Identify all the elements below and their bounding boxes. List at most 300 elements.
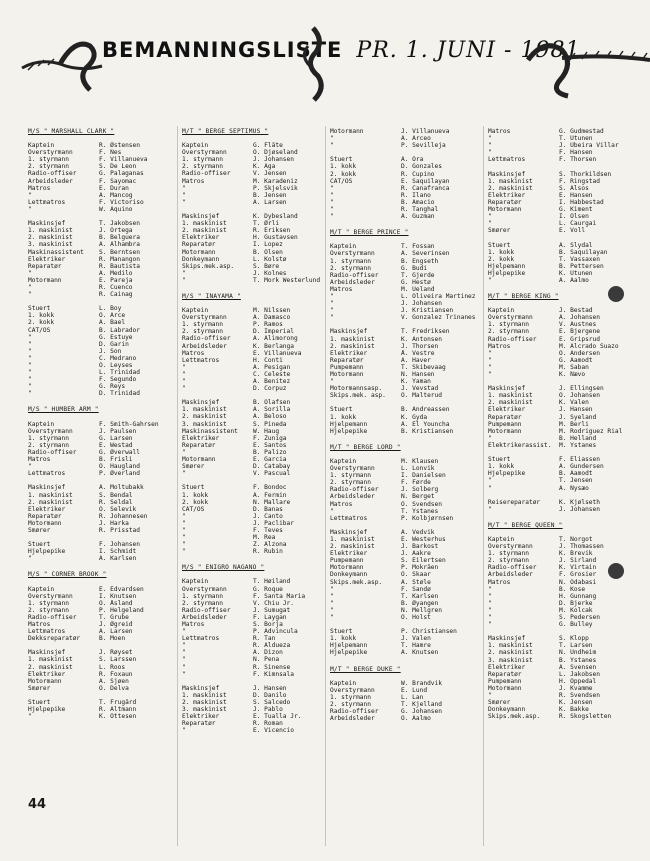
crew-name: G. Reys [99,383,126,391]
crew-row [28,548,178,555]
row-gap [182,678,332,685]
crew-role: " [488,606,492,614]
crew-name: F. Sandø [401,585,431,593]
crew-role: Motormann [488,206,522,214]
crew-role: Donkeymann [330,571,368,579]
crew-role: " [182,269,186,277]
crew-role: Matros [330,285,353,293]
ship-title: M/T " BERGE LORD " [330,443,401,451]
crew-name: R. Manangon [99,255,140,263]
crew-role: 1. maskinist [182,220,227,228]
crew-row [182,484,332,491]
crew-role: " [488,621,492,629]
ship-section [28,571,178,720]
crew-role: " [182,385,186,393]
crew-role: Radio-offiser [488,335,537,343]
crew-name: E. Westad [99,441,133,449]
crew-row [488,642,633,649]
crew-row [28,312,178,319]
crew-name: J. Thorsen [401,342,439,350]
crew-role: Kaptein [330,243,357,251]
crew-name: R. Østensen [99,142,140,150]
crew-name: S. Alsos [559,184,589,192]
crew-name: J. Villanueva [401,128,450,135]
crew-row [28,199,178,206]
crew-name: I. Knutsen [99,592,137,600]
crew-name: A. Nysæo [559,484,589,492]
crew-row [488,399,633,406]
crew-role: Reparatør [28,512,62,520]
crew-role: " [182,370,186,378]
crew-row [28,206,178,213]
crew-name: M. Alcrado Suazo [559,342,619,350]
crew-name: A. Moltubakk [99,484,144,492]
crew-role: " [28,383,32,391]
crew-row [488,635,633,642]
crew-row [182,364,332,371]
crew-role: Dekksreparatør [28,635,81,643]
crew-row [28,593,178,600]
crew-row [488,664,633,671]
crew-name: O. Delva [99,684,129,692]
crew-name: L. Kolstø [253,255,287,263]
crew-row [182,664,332,671]
crew-row [28,470,178,477]
crew-name: E. Tualla Jr. [253,713,302,721]
crew-role: Motormann [488,427,522,435]
crew-name: S. Bendal [99,491,133,499]
crew-row [330,385,480,392]
crew-role: Overstyrmann [488,314,533,322]
crew-role: 2. maskinist [488,184,533,192]
crew-row [488,142,633,149]
crew-row [182,428,332,435]
crew-role: 2. styrmann [182,328,223,336]
crew-row [28,355,178,362]
crew-name: A. El Youncha [401,420,450,428]
crew-name: A. Alimorong [253,335,298,343]
crew-name: B. Kose [559,585,586,593]
crew-name: B. Belguera [99,234,140,242]
crew-role: 2. maskinist [488,649,533,657]
crew-row [488,256,633,263]
row-gap [330,149,480,156]
crew-row [330,550,480,557]
rope-knot-right-icon [524,30,650,100]
crew-row [330,708,480,715]
crew-row [28,621,178,628]
crew-row [182,656,332,663]
crew-name: T. Jensen [559,477,593,485]
crew-role: 1. maskinist [488,177,533,185]
crew-name: S. Klopp [559,635,589,643]
crew-name: G. Gudmestad [559,128,604,135]
crew-row [182,456,332,463]
crew-row [28,263,178,270]
crew-role: Lettmatros [488,156,526,164]
crew-name: B. Øyangen [401,599,439,607]
crew-role: 1. maskinist [182,691,227,699]
crew-row [330,687,480,694]
crew-role: 2. styrmann [28,606,69,614]
crew-role: Smører [182,463,205,471]
row-gap [330,399,480,406]
crew-row [488,477,633,484]
crew-row [182,385,332,392]
crew-row [488,593,633,600]
crew-name: G. Larsen [99,434,133,442]
crew-role: " [182,470,186,478]
crew-name: N. Mallare [253,498,291,506]
crew-row [330,178,480,185]
crew-row [330,378,480,385]
page-number: 44 [28,797,47,812]
crew-row [488,213,633,220]
crew-role: Matros [488,128,511,135]
crew-role: Elektriker [488,663,526,671]
crew-row [330,472,480,479]
crew-row [28,421,178,428]
rope-knot-left-icon [20,28,110,98]
crew-row [182,614,332,621]
crew-name: K. Nævo [559,371,586,378]
crew-name: E. Westerhus [401,535,446,543]
crew-role: Donkeymann [488,706,526,714]
crew-row [182,586,332,593]
crew-row [28,506,178,513]
crew-row [330,557,480,564]
crew-role: 2. kokk [330,170,357,178]
crew-role: 2. maskinist [182,227,227,235]
crew-row [488,442,633,449]
crew-role: Maskinsjef [488,635,526,643]
crew-name: F. Grosier [559,571,597,579]
crew-role: Hjelpemann [330,420,368,428]
crew-name: K. Jensen [559,699,593,707]
crew-name: G. Estuye [99,333,133,341]
crew-name: A. Johansen [559,314,600,322]
crew-name: T. Utunen [559,135,593,143]
crew-row [488,470,633,477]
crew-row [182,720,332,727]
crew-role: 1. kokk [330,413,357,421]
crew-role: Skips.mek.asp. [182,262,235,270]
crew-row [28,607,178,614]
crew-name: J. Øgreid [99,621,133,628]
crew-row [28,142,178,149]
ship-section [330,444,480,657]
crew-role: " [182,727,186,735]
crew-role: Elektrikerassist. [488,441,552,449]
crew-name: K. Utunen [559,269,593,277]
crew-name: A. Sorilla [253,406,291,414]
crew-row [182,220,332,227]
crew-name: T. Larsen [559,642,593,650]
crew-name: J. Valen [401,635,431,643]
crew-row [330,600,480,607]
crew-role: Radio-offiser [182,335,231,343]
crew-name: F. Zuniga [253,434,287,442]
crew-name: D. Bjerke [559,599,593,607]
crew-row [330,371,480,378]
row-gap [488,163,633,170]
crew-name: A. Beloso [253,413,287,421]
crew-name: G. Bulley [559,621,593,629]
crew-name: G. Hestø [401,278,431,286]
column-1 [28,128,178,729]
crew-role: Lettmatros [28,628,66,636]
crew-row [330,649,480,656]
crew-name: J. Syeland [559,413,597,421]
crew-row [330,564,480,571]
crew-row [488,178,633,185]
crew-name: J. Paclibar [253,519,294,527]
crew-row [330,493,480,500]
crew-row [182,413,332,420]
crew-role: 2. styrmann [488,328,529,336]
crew-row [330,421,480,428]
crew-name: H. Gunnang [559,592,597,600]
crew-role: Radio-offiser [330,271,379,279]
crew-role: Reparatør [488,198,522,206]
crew-row [330,508,480,515]
crew-name: Z. Alzona [253,541,287,549]
crew-name: E. Voll [559,227,586,235]
crew-name: I. Danielsen [401,472,446,480]
column-divider [325,126,326,846]
crew-name: E. Pareja [99,276,133,284]
crew-role: Elektriker [488,406,526,414]
crew-row [330,392,480,399]
crew-role: CAT/OS [182,505,205,513]
ship-section [330,666,480,723]
crew-role: " [488,585,492,593]
crew-role: " [488,592,492,600]
binder-hole [608,286,624,302]
crew-role: Kaptein [330,679,357,687]
crew-row [182,635,332,642]
row-gap [330,621,480,628]
crew-name: L. Jakobsen [559,670,600,678]
row-gap [182,477,332,484]
crew-name: O. Holst [401,614,431,621]
crew-name: O. Selevik [99,505,137,513]
crew-role: " [488,213,492,221]
crew-role: Motormannsasp. [330,385,383,393]
crew-role: Motormann [28,677,62,685]
crew-row [28,220,178,227]
crew-role: 1. maskinist [330,535,375,543]
crew-role: Matros [182,621,205,628]
crew-role: 2. styrmann [488,557,529,565]
crew-name: O. Svendsen [401,500,442,508]
crew-name: B. Jensen [253,191,287,199]
crew-row [488,685,633,692]
crew-row [182,713,332,720]
crew-name: T. Jakobsen [99,220,140,228]
crew-row [28,163,178,170]
crew-name: D. Corpuz [253,385,287,393]
crew-name: K. Dybesland [253,213,298,221]
crew-row [28,499,178,506]
crew-role: " [330,206,334,214]
crew-name: A. Haver [401,356,431,364]
crew-name: C. Medrano [99,354,137,362]
crew-name: R. Rubin [253,548,283,556]
crew-role: Maskinsjef [182,399,220,407]
crew-name: L. Trinidad [99,369,140,377]
crew-name: J. Vevstad [401,385,439,393]
crew-name: E. Garcia [253,456,287,464]
crew-role: Reisereparatør [488,498,541,506]
crew-role: Matros [488,342,511,350]
crew-role: 2. maskinist [488,399,533,407]
crew-name: J. Barkost [401,543,439,551]
crew-row [182,520,332,527]
crew-row [28,319,178,326]
crew-row [182,541,332,548]
row-gap [488,628,633,635]
crew-role: Skips.mek. asp. [330,392,386,400]
crew-row [28,449,178,456]
crew-role: Motormann [330,564,364,572]
crew-row [488,485,633,492]
crew-role: Stuert [28,699,51,707]
crew-row [182,156,332,163]
crew-name: A. Pesigan [253,363,291,371]
crew-row [28,383,178,390]
crew-role: Stuert [488,456,511,464]
crew-role: Motormann [28,519,62,527]
crew-role: 1. styrmann [182,592,223,600]
crew-name: A. Slydal [559,241,593,249]
crew-role: " [330,198,334,206]
crew-role: 1. maskinist [28,656,73,664]
crew-name: M. Kolcak [559,606,593,614]
crew-row [488,600,633,607]
crew-row [28,170,178,177]
crew-row [182,685,332,692]
crew-name: T. Mork Westerlund [253,276,321,284]
crew-role: Radio-offiser [28,613,77,621]
crew-row [182,321,332,328]
crew-row [28,600,178,607]
crew-row [330,128,480,135]
crew-role: 3. maskinist [28,241,73,249]
crew-row [28,456,178,463]
crew-role: Hjelpemann [488,262,526,270]
crew-role: " [182,649,186,657]
crew-name: S. De Leon [99,163,137,171]
crew-row [330,465,480,472]
crew-role: Stuert [182,484,205,492]
crew-role: Matros [330,500,353,508]
crew-row [28,428,178,435]
crew-row [28,241,178,248]
crew-name: W. Brandvik [401,679,442,687]
crew-role: 2. kokk [182,498,209,506]
row-gap [28,213,178,220]
crew-row [28,664,178,671]
row-gap [182,392,332,399]
crew-name: E. Vicencio [253,727,294,735]
crew-name: R. Johannesen [99,512,148,520]
crew-name: B. Palizo [253,448,287,456]
ship-title: M/T " BERGE QUEEN " [488,521,563,529]
row-gap [488,492,633,499]
crew-name: D. Danilo [253,691,287,699]
crew-role: Motormann [330,128,364,135]
crew-row [488,499,633,506]
crew-row [330,213,480,220]
ship-title: M/S " HUMBER ARM " [28,406,99,414]
crew-role: Motormann [28,276,62,284]
crew-name: P. Sevilleja [401,142,446,150]
crew-name: A. Mancog [99,191,133,199]
crew-role: " [182,534,186,542]
crew-name: A. Fermin [253,491,287,499]
crew-row [330,529,480,536]
crew-name: R. Skogsletten [559,713,612,721]
crew-role: 3. maskinist [182,706,227,714]
crew-role: " [182,670,186,678]
crew-name: M. Klausen [401,457,439,465]
crew-name: B. Kristiansen [401,427,454,435]
crew-row [330,701,480,708]
crew-name: T. Vassaxen [559,255,600,263]
column-3 [330,128,480,731]
crew-name: C. Celeste [253,370,291,378]
crew-role: Reparatør [488,670,522,678]
crew-role: Elektriker [182,234,220,242]
crew-name: J. Solberg [401,486,439,494]
crew-row [488,586,633,593]
crew-row [28,628,178,635]
crew-name: K. Yaman [401,378,431,386]
crew-name: T. Fredriksen [401,328,450,336]
row-gap [488,449,633,456]
crew-role: " [28,283,32,291]
crew-name: D. Banas [253,505,283,513]
crew-role: " [488,363,492,371]
crew-name: F. Ringstad [559,177,600,185]
crew-name: F. Eliassen [559,456,600,464]
crew-row [28,305,178,312]
crew-row [28,656,178,663]
crew-name: L. Lonvik [401,465,435,473]
crew-row [28,270,178,277]
crew-row [488,657,633,664]
crew-row [488,350,633,357]
crew-name: T. Kjelland [401,700,442,708]
crew-role: Overstyrmann [28,149,73,157]
crew-row [182,170,332,177]
crew-role: " [488,142,492,150]
crew-name: S. Eilertsen [401,557,446,565]
crew-row [488,343,633,350]
crew-row [182,628,332,635]
crew-row [330,185,480,192]
crew-role: " [488,135,492,143]
crew-row [182,548,332,555]
crew-name: O. Andersen [559,349,600,357]
crew-name: S. Børe [253,262,280,270]
crew-row [330,579,480,586]
column-divider [177,126,178,846]
crew-row [28,671,178,678]
crew-row [28,156,178,163]
crew-name: M. Karadeniz [253,177,298,185]
